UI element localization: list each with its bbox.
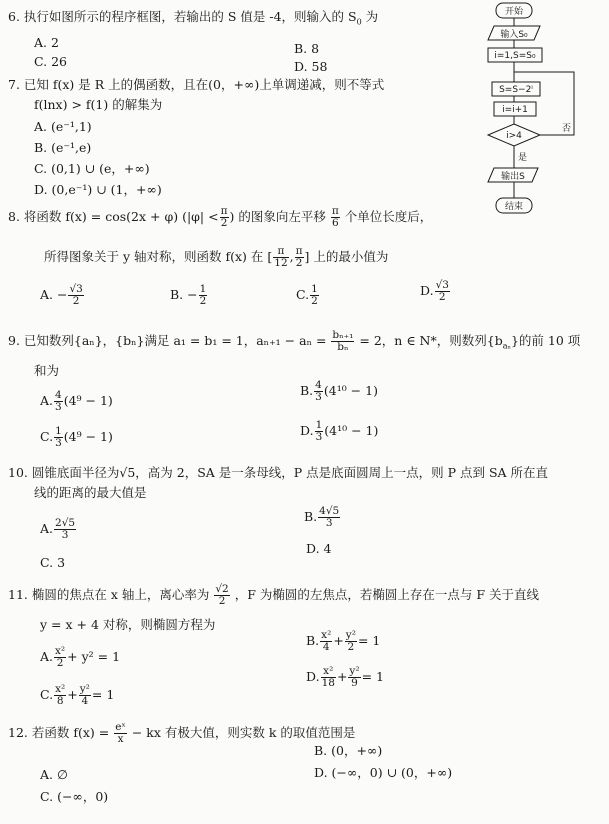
q11-stem-line2: y = x + 4 对称，则椭圆方程为 — [40, 617, 216, 632]
q6-option-b: B. 8 — [294, 41, 320, 56]
q9-option-d: D. $\frac{1}{3}$ (4¹⁰ − 1) — [300, 419, 379, 444]
q8-option-b: B. − $\frac{1}{2}$ — [170, 283, 207, 308]
program-flowchart — [478, 0, 603, 220]
q7-stem-line2: f(lnx) > f(1) 的解集为 — [34, 97, 163, 112]
q6-stem: 6. 执行如图所示的程序框图，若输出的 S 值是 -4，则输入的 $S_0$ 为 — [8, 9, 379, 27]
flowchart-output-label: 输出S — [501, 172, 525, 182]
q7-option-b: B. (e⁻¹,e) — [34, 140, 92, 155]
flowchart-init-label: i=1,S=S₀ — [494, 51, 536, 61]
q6-option-d: D. 58 — [294, 59, 328, 74]
flowchart-no-label: 否 — [562, 124, 572, 134]
flowchart-input-label: 输入S₀ — [500, 30, 528, 40]
q6-option-c: C. 26 — [34, 54, 67, 69]
flowchart-end-label: 结束 — [504, 202, 524, 212]
q12-stem: 12. 若函数 f(x) = $\frac{\text{eˣ}}{x}$ − kx 有极大值，则实数 k 的取值范围是 — [8, 721, 356, 746]
q7-option-a: A. (e⁻¹,1) — [34, 119, 92, 134]
flowchart-update-label: S=S−2ⁱ — [499, 85, 533, 95]
q10-option-c: C. 3 — [40, 555, 66, 570]
q7-option-d: D. (0,e⁻¹) ∪ (1，+∞) — [34, 182, 162, 197]
q11-option-b: B. $\frac{\text{x²}}{4}$ + $\frac{\text{y²}}{2}$ = 1 — [306, 629, 381, 654]
q10-stem-line2: 线的距离的最大值是 — [34, 485, 147, 500]
flowchart-increment-label: i=i+1 — [502, 105, 528, 115]
q9-stem-line2: 和为 — [34, 363, 60, 378]
q8-stem-line2: 所得图象关于 y 轴对称，则函数 f(x) 在 [ $\frac{\pi}{12}$ , $\frac{\pi}{2}$ ] 上的最小值为 — [44, 245, 389, 270]
flowchart-start-label: 开始 — [504, 7, 524, 17]
q7-stem: 7. 已知 f(x) 是 R 上的偶函数，且在(0，+∞)上单调递减，则不等式 — [8, 77, 385, 92]
q8-option-c: C. $\frac{1}{2}$ — [296, 283, 318, 308]
q12-option-c: C. (−∞，0) — [40, 789, 109, 804]
q8-stem: 8. 将函数 f(x) = cos(2x + φ) (|φ| < $\frac{\pi}{2}$ ) 的图象向左平移 $\frac{\pi}{6}$ 个单位长度后， — [8, 205, 433, 230]
q10-option-d: D. 4 — [306, 541, 332, 556]
q9-option-b: B. $\frac{4}{3}$ (4¹⁰ − 1) — [300, 379, 378, 404]
q12-option-b: B. (0，+∞) — [314, 743, 383, 758]
q9-option-a: A. $\frac{4}{3}$ (4⁹ − 1) — [40, 389, 113, 414]
q10-option-a: A. $\frac{2√5}{3}$ — [40, 517, 76, 542]
q10-stem: 10. 圆锥底面半径为√5，高为 2，SA 是一条母线，P 点是底面圆周上一点，则 P 点到 SA 所在直 — [8, 465, 549, 480]
q11-option-c: C. $\frac{\text{x²}}{8}$ + $\frac{\text{y²}}{4}$ = 1 — [40, 683, 115, 708]
q9-option-c: C. $\frac{1}{3}$ (4⁹ − 1) — [40, 425, 113, 450]
q6-option-a: A. 2 — [34, 35, 59, 50]
q8-option-a: A. − $\frac{√3}{2}$ — [40, 283, 83, 308]
q12-option-d: D. (−∞，0) ∪ (0，+∞) — [314, 765, 453, 780]
q11-option-a: A. $\frac{\text{x²}}{2}$ + y² = 1 — [40, 645, 121, 670]
q11-stem: 11. 椭圆的焦点在 x 轴上，离心率为 $\frac{√2}{2}$ ，F 为椭圆的左焦点，若椭圆上存在一点与 F 关于直线 — [8, 583, 539, 608]
q9-stem: 9. 已知数列{aₙ}，{bₙ}满足 a₁ = b₁ = 1，aₙ₊₁ − aₙ = $\frac{\text{bₙ₊₁}}{\text{bₙ}}$ = 2，n ∈ N*，则数列$\{b_{a_n}\}$的前 10 项 — [8, 329, 581, 354]
q7-option-c: C. (0,1) ∪ (e，+∞) — [34, 161, 150, 176]
flowchart-yes-label: 是 — [518, 153, 528, 163]
flowchart-condition-label: i>4 — [506, 131, 522, 141]
q12-option-a: A. ∅ — [40, 767, 68, 782]
q11-option-d: D. $\frac{\text{x²}}{18}$ + $\frac{\text{y²}}{9}$ = 1 — [306, 665, 384, 690]
q8-option-d: D. $\frac{√3}{2}$ — [420, 279, 449, 304]
q10-option-b: B. $\frac{4√5}{3}$ — [304, 505, 340, 530]
